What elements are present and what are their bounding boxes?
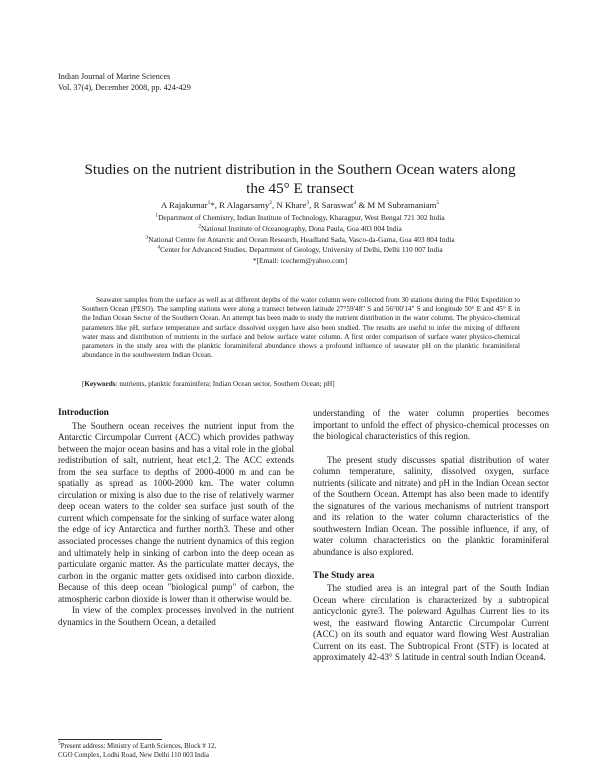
author: N Khare$^3$, <box>276 200 314 210</box>
footnote-divider <box>58 739 162 740</box>
corresponding-email: *[Email: icechem@yahoo.com] <box>252 256 348 266</box>
right-column <box>313 408 549 664</box>
intro-paragraph-2-continued: understanding of the water column properties becomes important to unfold the effect of physico-chemical processes on the biological characteristics of this region. <box>313 408 549 442</box>
footnote-line-1: $^5$Present address: Ministry of Earth Sciences, Block # 12, <box>58 740 217 750</box>
footnote <box>58 742 294 760</box>
intro-paragraph-3: The present study discusses spatial distribution of water column temperature, salinity, dissolved oxygen, surface nutrients (silicate and nitrate) and pH in the Indian Ocean sector of the Southern Ocean. Attempt has also been made to identify the signatures of the various mechanisms of nutrient transport and its relation to the water column characteristics of the southwestern Indian Ocean. The possible influence, if any, of water column characteristics on the planktic foraminiferal abundance is also explored. <box>313 454 549 558</box>
left-column <box>58 408 294 628</box>
keywords-label: Keywords <box>84 380 116 388</box>
footnote-line-2: CGO Complex, Lodhi Road, New Delhi 110 003 India <box>58 752 209 759</box>
journal-issue: Vol. 37(4), December 2008, pp. 424-429 <box>58 82 191 92</box>
author: M M Subramaniam$^5$ <box>367 200 440 210</box>
section-heading-study-area: The Study area <box>313 570 375 581</box>
author: R Saraswat$^4$ & <box>313 200 368 210</box>
journal-header <box>58 72 191 93</box>
author-list <box>60 200 540 211</box>
title-line-1: Studies on the nutrient distribution in the Southern Ocean waters along <box>84 161 516 178</box>
intro-paragraph-2: In view of the complex processes involved in the nutrient dynamics in the Southern Ocean, a detailed <box>58 605 294 627</box>
keywords-text: : nutrients, planktic foraminifera; Indian Ocean sector, Southern Ocean; pH] <box>115 380 335 388</box>
intro-paragraph-1: The Southern ocean receives the nutrient input from the Antarctic Circumpolar Current (ACC) which provides pathway between the major ocean basins and has a vital role in the global redistribution of salt, nutrient, heat etc1,2. The ACC extends from the sea surface to depths of 2000-4000 m and can be spatially as spread as 1000-2000 km. The water column circulation or mixing is also due to the rise of relatively warmer deep ocean waters to the colder sea surface just south of the current which compensate for the sinking of surface water along the edge of icy Antarctica and further north3. These and other associated processes change the nutrient dynamics of this region and ultimately help in sinking of carbon into the deep ocean as particulate organic matter. As the particulate matter decays, the carbon in the organic matter gets oxidised into carbon dioxide. Because of this deep ocean "biological pump" of carbon, the atmospheric carbon dioxide is lower than it otherwise would be. <box>58 420 294 604</box>
author: A Rajakumar$^1$*, <box>160 200 220 210</box>
study-area-paragraph-1: The studied area is an integral part of the South Indian Ocean where circulation is characterized by a subtropical anticyclonic gyre3. The poleward Agulhas Current lies to its west, the eastward flowing Antarctic Circumpolar Current (ACC) on its south and equator ward flowing West Australian Current on its east. The Subtropical Front (STF) is located at approximately 42-43° S latitude in central south Indian Ocean4. <box>313 583 549 663</box>
keywords: [Keywords: nutrients, planktic foraminifera; Indian Ocean sector, Southern Ocean; pH] <box>82 380 335 388</box>
affiliation: $^2$National Institute of Oceanography, Dona Paula, Goa 403 004 India <box>198 223 402 233</box>
affiliation: $^4$Center for Advanced Studies, Department of Geology, University of Delhi, Delhi 110 007 India <box>157 244 443 255</box>
abstract: Seawater samples from the surface as well as at different depths of the water column were collected from 30 stations during the Pilot Expedition to Southern Ocean (PESO). The sampling stations were along a transect between latitude 27°59'48" S and 56°00'14" S and longitude 50° E and 45° E in the Indian Ocean Sector of the Southern Ocean. An attempt has been made to study the nutrient distribution in the water column. The physico-chemical parameters like pH, surface temperature and surface dissolved oxygen have also been studied. The results are useful to infer the mixing of different water mass and distribution of nutrients in the surface and below surface water column. A first order comparison of surface water physico-chemical parameters in the study area with the planktic foraminiferal abundance shows a profound influence of seawater pH on the planktic foraminiferal abundance in the southwestern Indian Ocean. <box>82 296 520 360</box>
paper-title <box>60 160 540 198</box>
title-line-2: the 45° E transect <box>246 180 354 197</box>
section-heading-introduction: Introduction <box>58 408 109 418</box>
journal-name: Indian Journal of Marine Sciences <box>58 72 171 81</box>
affiliation: $^3$National Centre for Antarctic and Ocean Research, Headland Sada, Vasco-da-Gama, Goa 403 804 India <box>145 234 455 244</box>
affiliations <box>60 213 540 267</box>
affiliation: $^1$Department of Chemistry, Indian Institute of Technology, Kharagpur, West Bengal 721 302 India <box>155 212 445 222</box>
author: R Alagarsamy$^2$, <box>219 200 277 210</box>
